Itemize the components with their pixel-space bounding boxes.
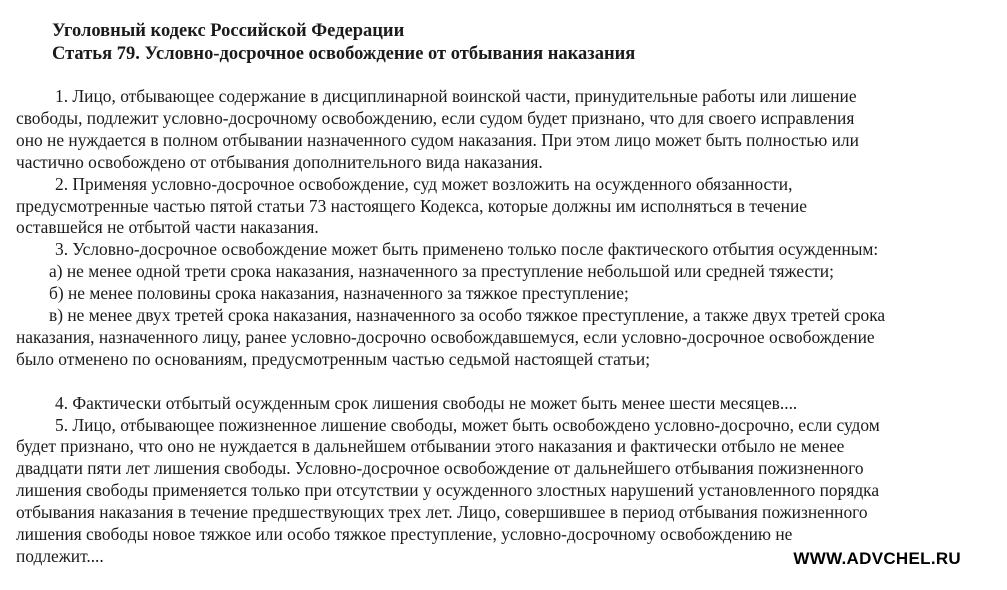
text-line: лишения свободы новое тяжкое или особо тяжкое преступление, условно-досрочному освобождению не — [16, 524, 793, 545]
text-line: двадцати пяти лет лишения свободы. Условно-досрочное освобождение от дальнейшего отбывания пожизненного — [16, 458, 864, 479]
paragraph-4 — [52, 393, 982, 415]
text-line: 3. Условно-досрочное освобождение может быть применено только после фактического отбытия осужденным: — [55, 239, 879, 260]
paragraph-3 — [16, 239, 982, 370]
text-line: было отменено по основаниям, предусмотренным частью седьмой настоящей статьи; — [16, 348, 651, 369]
site-watermark: WWW.ADVCHEL.RU — [793, 549, 961, 568]
text-line: оставшейся не отбытой части наказания. — [16, 217, 319, 238]
blank-line — [52, 371, 982, 393]
text-line: 2. Применяя условно-досрочное освобождение, суд может возложить на осужденного обязанности, — [55, 173, 793, 194]
paragraph-2 — [16, 173, 982, 240]
text-line: 4. Фактически отбытый осужденным срок лишения свободы не может быть менее шести месяцев.... — [55, 392, 798, 413]
list-item-a: а) не менее одной трети срока наказания, назначенного за преступление небольшой или средней тяжести; — [49, 261, 834, 282]
text-line: наказания, назначенного лицу, ранее условно-досрочно освобождавшемуся, если условно-досрочное освобождение — [16, 326, 875, 347]
text-line: 1. Лицо, отбывающее содержание в дисциплинарной воинской части, принудительные работы или лишение — [55, 86, 857, 106]
text-line: лишения свободы применяется только при отсутствии у осужденного злостных нарушений установленного порядка — [16, 480, 880, 501]
article-title: Статья 79. Условно-досрочное освобождение от отбывания наказания — [52, 44, 636, 64]
list-item-b: б) не менее половины срока наказания, назначенного за тяжкое преступление; — [49, 283, 629, 304]
text-line: частично освобождено от отбывания дополнительного вида наказания. — [16, 151, 543, 172]
paragraph-5 — [16, 414, 982, 568]
document — [16, 20, 982, 568]
text-line: предусмотренные частью пятой статьи 73 настоящего Кодекса, которые должны им исполняться в течение — [16, 195, 807, 216]
text-line: свободы, подлежит условно-досрочному освобождению, если судом будет признано, что для своего исправления — [16, 107, 855, 128]
list-item-c: в) не менее двух третей срока наказания, назначенного за особо тяжкое преступление, а также двух третей срока — [49, 305, 886, 326]
text-line: оно не нуждается в полном отбывании назначенного судом наказания. При этом лицо может быть полностью или — [16, 129, 859, 150]
text-line: будет признано, что оно не нуждается в дальнейшем отбывании этого наказания и фактически отбыло не менее — [16, 436, 845, 457]
text-line: подлежит.... — [16, 546, 104, 567]
paragraph-1 — [16, 86, 982, 174]
code-title: Уголовный кодекс Российской Федерации — [52, 21, 405, 41]
article-body — [16, 86, 982, 568]
text-line: 5. Лицо, отбывающее пожизненное лишение свободы, может быть освобождено условно-досрочно, если судом — [55, 414, 880, 435]
text-line: отбывания наказания в течение предшествующих трех лет. Лицо, совершившее в период отбывания пожизненного — [16, 502, 868, 523]
